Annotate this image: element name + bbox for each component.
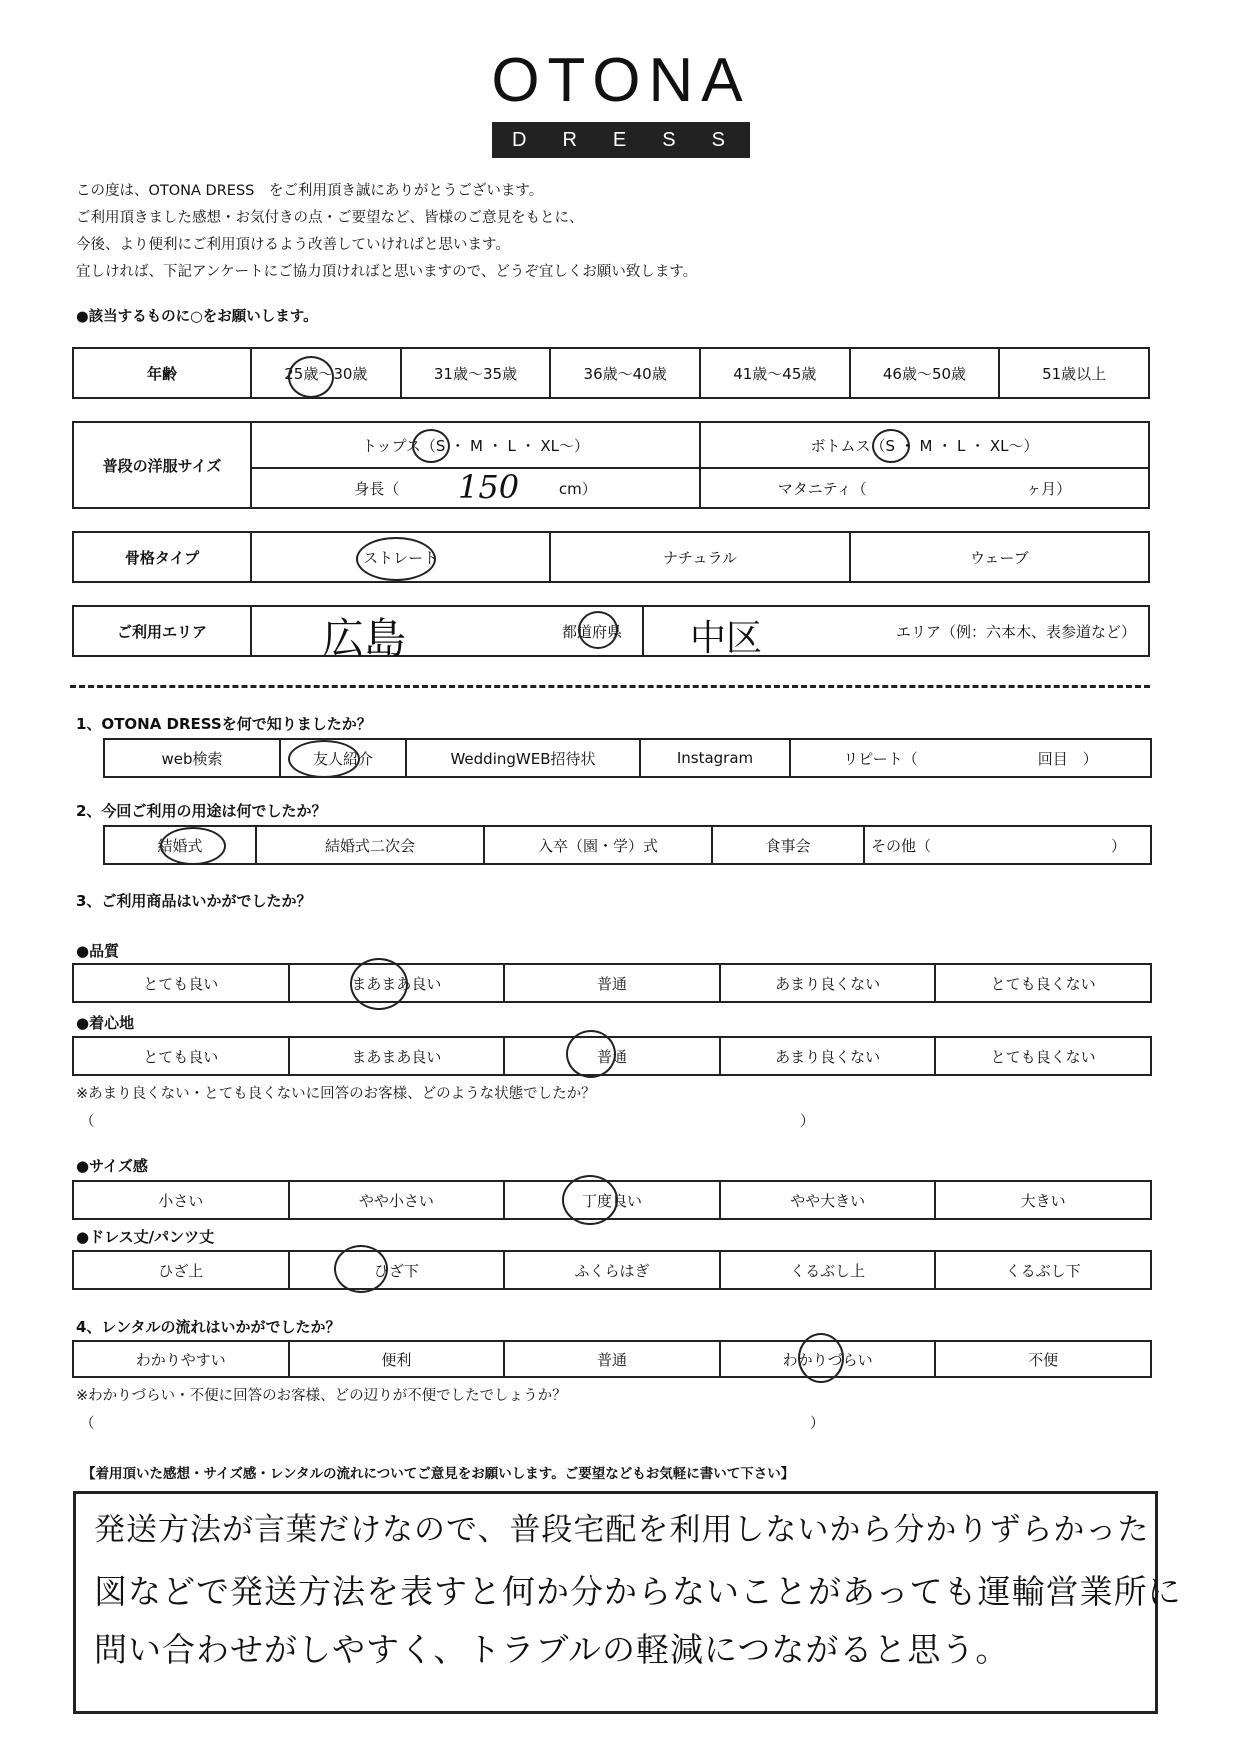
q2-option[interactable]: 結婚式 (104, 826, 256, 864)
selection-circle (334, 1245, 388, 1293)
intro-line: 宜しければ、下記アンケートにご協力頂ければと思いますので、どうぞ宜しくお願い致します。 (76, 264, 698, 280)
selection-circle (578, 611, 618, 649)
length-option[interactable]: ひざ上 (73, 1251, 289, 1289)
age-table (72, 347, 1150, 399)
tops-size[interactable]: トップス（S ・ M ・ L ・ XL～） (251, 422, 700, 468)
length-option[interactable]: くるぶし上 (720, 1251, 936, 1289)
comfort-option[interactable]: 普通 (504, 1037, 720, 1075)
selection-circle (562, 1175, 618, 1225)
comfort-paren-close: ） (800, 1114, 815, 1130)
prefecture-label: 都道府県 (561, 622, 622, 641)
q1-option[interactable]: 友人紹介 (280, 739, 406, 777)
size-label: 普段の洋服サイズ (73, 422, 251, 508)
fit-option[interactable]: やや小さい (289, 1181, 505, 1219)
selection-circle (288, 740, 360, 778)
length-option[interactable]: ひざ下 (289, 1251, 505, 1289)
q1-option[interactable]: WeddingWEB招待状 (406, 739, 640, 777)
length-option[interactable]: ふくらはぎ (504, 1251, 720, 1289)
intro-line: この度は、OTONA DRESS をご利用頂き誠にありがとうございます。 (76, 183, 544, 199)
quality-label: ●品質 (76, 942, 120, 960)
age-option[interactable]: 51歳以上 (999, 348, 1149, 398)
q2-option[interactable]: 食事会 (712, 826, 864, 864)
length-table (72, 1250, 1152, 1290)
q1-title: 1、OTONA DRESSを何で知りましたか？ (76, 715, 372, 733)
frame-option[interactable]: ナチュラル (550, 532, 849, 582)
q3-title: 3、ご利用商品はいかがでしたか？ (76, 892, 312, 910)
profile-note: ●該当するものに○をお願いします。 (76, 309, 318, 325)
intro-line: ご利用頂きました感想・お気付きの点・ご要望など、皆様のご意見をもとに、 (76, 210, 584, 226)
quality-option[interactable]: とても良い (73, 964, 289, 1002)
selection-circle (350, 958, 408, 1010)
height-handwritten: 150 (458, 468, 520, 506)
q1-option[interactable]: web検索 (104, 739, 280, 777)
comment-line: 問い合わせがしやすく、トラブルの軽減につながると思う。 (94, 1630, 1010, 1669)
q4-table (72, 1340, 1152, 1378)
maternity-unit: ヶ月） (1026, 479, 1072, 498)
bottoms-size[interactable]: ボトムス（S ・ M ・ L ・ XL～） (700, 422, 1149, 468)
fit-option[interactable]: 大きい (935, 1181, 1151, 1219)
maternity-label: マタニティ（ (777, 479, 867, 498)
selection-circle (412, 429, 450, 463)
length-option[interactable]: くるぶし下 (935, 1251, 1151, 1289)
q2-option[interactable]: 結婚式二次会 (256, 826, 484, 864)
q1-table (103, 738, 1152, 778)
quality-table (72, 963, 1152, 1003)
q2-option[interactable]: その他（ ） (864, 826, 1151, 864)
selection-circle (798, 1333, 844, 1383)
comment-box[interactable] (73, 1491, 1182, 1714)
comment-line: 発送方法が言葉だけなので、普段宅配を利用しないから分かりずらかった (94, 1512, 1150, 1548)
comfort-option[interactable]: とても良くない (935, 1037, 1151, 1075)
fit-option[interactable]: やや大きい (720, 1181, 936, 1219)
selection-circle (872, 429, 910, 463)
divider (70, 685, 1150, 688)
comfort-option[interactable]: まあまあ良い (289, 1037, 505, 1075)
area-example-label: エリア（例：六本木、表参道など） (895, 622, 1136, 641)
age-option[interactable]: 41歳～45歳 (700, 348, 850, 398)
q1-option[interactable]: Instagram (640, 739, 790, 777)
comfort-label: ●着心地 (76, 1014, 135, 1032)
q4-title: 4、レンタルの流れはいかがでしたか？ (76, 1318, 341, 1336)
q4-note: ※わかりづらい・不便に回答のお客様、どの辺りが不便でしたでしょうか？ (76, 1388, 567, 1404)
length-label: ●ドレス丈/パンツ丈 (76, 1228, 215, 1246)
comfort-option[interactable]: とても良い (73, 1037, 289, 1075)
fit-option[interactable]: 丁度良い (504, 1181, 720, 1219)
q4-option[interactable]: わかりづらい (720, 1341, 936, 1377)
frame-option[interactable]: ウェーブ (850, 532, 1149, 582)
size-table (72, 421, 1150, 509)
frame-label: 骨格タイプ (73, 532, 251, 582)
logo-dress: DRESS (492, 122, 750, 158)
q4-paren-open: （ (80, 1416, 95, 1432)
quality-option[interactable]: あまり良くない (720, 964, 936, 1002)
area-handwritten: 中区 (690, 618, 763, 659)
comment-line: 図などで発送方法を表すと何か分からないことがあっても運輸営業所に (94, 1572, 1182, 1611)
q4-option[interactable]: わかりやすい (73, 1341, 289, 1377)
q4-option[interactable]: 普通 (504, 1341, 720, 1377)
quality-option[interactable]: 普通 (504, 964, 720, 1002)
quality-option[interactable]: とても良くない (935, 964, 1151, 1002)
logo-otona: OTONA (491, 46, 751, 115)
q2-table (103, 825, 1152, 865)
fit-option[interactable]: 小さい (73, 1181, 289, 1219)
selection-circle (160, 827, 226, 865)
comfort-option[interactable]: あまり良くない (720, 1037, 936, 1075)
maternity-field[interactable] (700, 468, 1149, 508)
q4-paren-close: ） (810, 1416, 825, 1432)
selection-circle (566, 1030, 616, 1078)
q2-title: 2、今回ご利用の用途は何でしたか？ (76, 802, 327, 820)
fit-label: ●サイズ感 (76, 1157, 148, 1175)
height-unit: cm） (558, 479, 597, 498)
height-label: 身長（ (354, 479, 400, 498)
age-option[interactable]: 25歳～30歳 (251, 348, 401, 398)
area-label: ご利用エリア (73, 606, 251, 656)
age-option[interactable]: 31歳～35歳 (401, 348, 551, 398)
comfort-note: ※あまり良くない・とても良くないに回答のお客様、どのような状態でしたか？ (76, 1086, 596, 1102)
frame-table (72, 531, 1150, 583)
intro-line: 今後、より便利にご利用頂けるよう改善していければと思います。 (76, 237, 510, 253)
q4-option[interactable]: 便利 (289, 1341, 505, 1377)
q1-option[interactable]: リピート（ 回目 ） (790, 739, 1151, 777)
intro-text (76, 178, 697, 286)
selection-circle (288, 356, 334, 398)
comment-title: 【着用頂いた感想・サイズ感・レンタルの流れについてご意見をお願いします。ご要望などもお気軽に書いて下さい】 (82, 1466, 795, 1482)
age-option[interactable]: 36歳～40歳 (550, 348, 700, 398)
age-label: 年齢 (73, 348, 251, 398)
comfort-paren-open: （ (80, 1114, 95, 1130)
prefecture-handwritten: 広島 (322, 614, 407, 663)
q4-option[interactable]: 不便 (935, 1341, 1151, 1377)
q2-option[interactable]: 入卒（園・学）式 (484, 826, 712, 864)
age-option[interactable]: 46歳～50歳 (850, 348, 1000, 398)
selection-circle (356, 537, 436, 581)
quality-option[interactable]: まあまあ良い (289, 964, 505, 1002)
frame-option[interactable]: ストレート (251, 532, 550, 582)
